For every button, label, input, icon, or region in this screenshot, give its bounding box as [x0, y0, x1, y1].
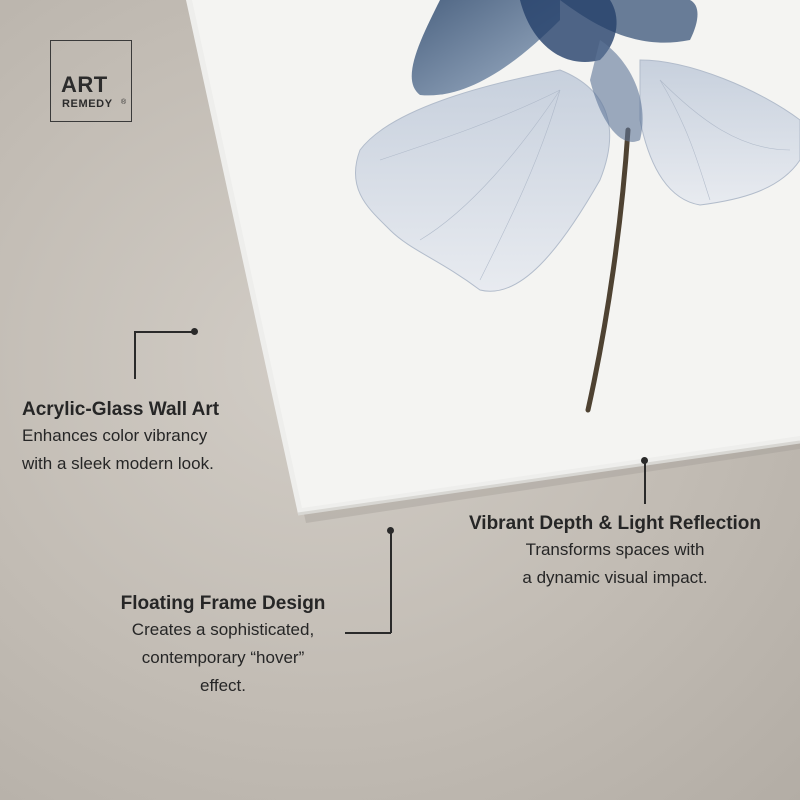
- callout-line: [134, 331, 136, 379]
- feature-acrylic-glass: [22, 398, 262, 478]
- brand-line1: ART: [61, 72, 108, 97]
- brand-logo: [50, 40, 132, 122]
- callout-line: [644, 462, 646, 504]
- callout-dot: [191, 328, 198, 335]
- feature-title: Floating Frame Design: [120, 593, 326, 614]
- feature-desc-line: a dynamic visual impact.: [522, 568, 708, 587]
- registered-mark: ®: [121, 99, 127, 106]
- feature-desc-line: with a sleek modern look.: [22, 454, 214, 473]
- feature-desc-line: effect.: [200, 676, 246, 695]
- feature-vibrant-depth: [440, 512, 790, 592]
- feature-title: Vibrant Depth & Light Reflection: [468, 513, 762, 534]
- callout-dot: [641, 457, 648, 464]
- feature-desc-line: Enhances color vibrancy: [22, 426, 208, 445]
- callout-line: [390, 530, 392, 633]
- callout-line: [134, 331, 196, 333]
- feature-desc-line: contemporary “hover”: [141, 648, 305, 667]
- callout-dot: [387, 527, 394, 534]
- feature-floating-frame: [78, 592, 368, 700]
- feature-title: Acrylic-Glass Wall Art: [22, 399, 220, 420]
- feature-desc-line: Creates a sophisticated,: [131, 620, 315, 639]
- brand-line2: REMEDY: [62, 98, 113, 110]
- feature-desc-line: Transforms spaces with: [525, 540, 705, 559]
